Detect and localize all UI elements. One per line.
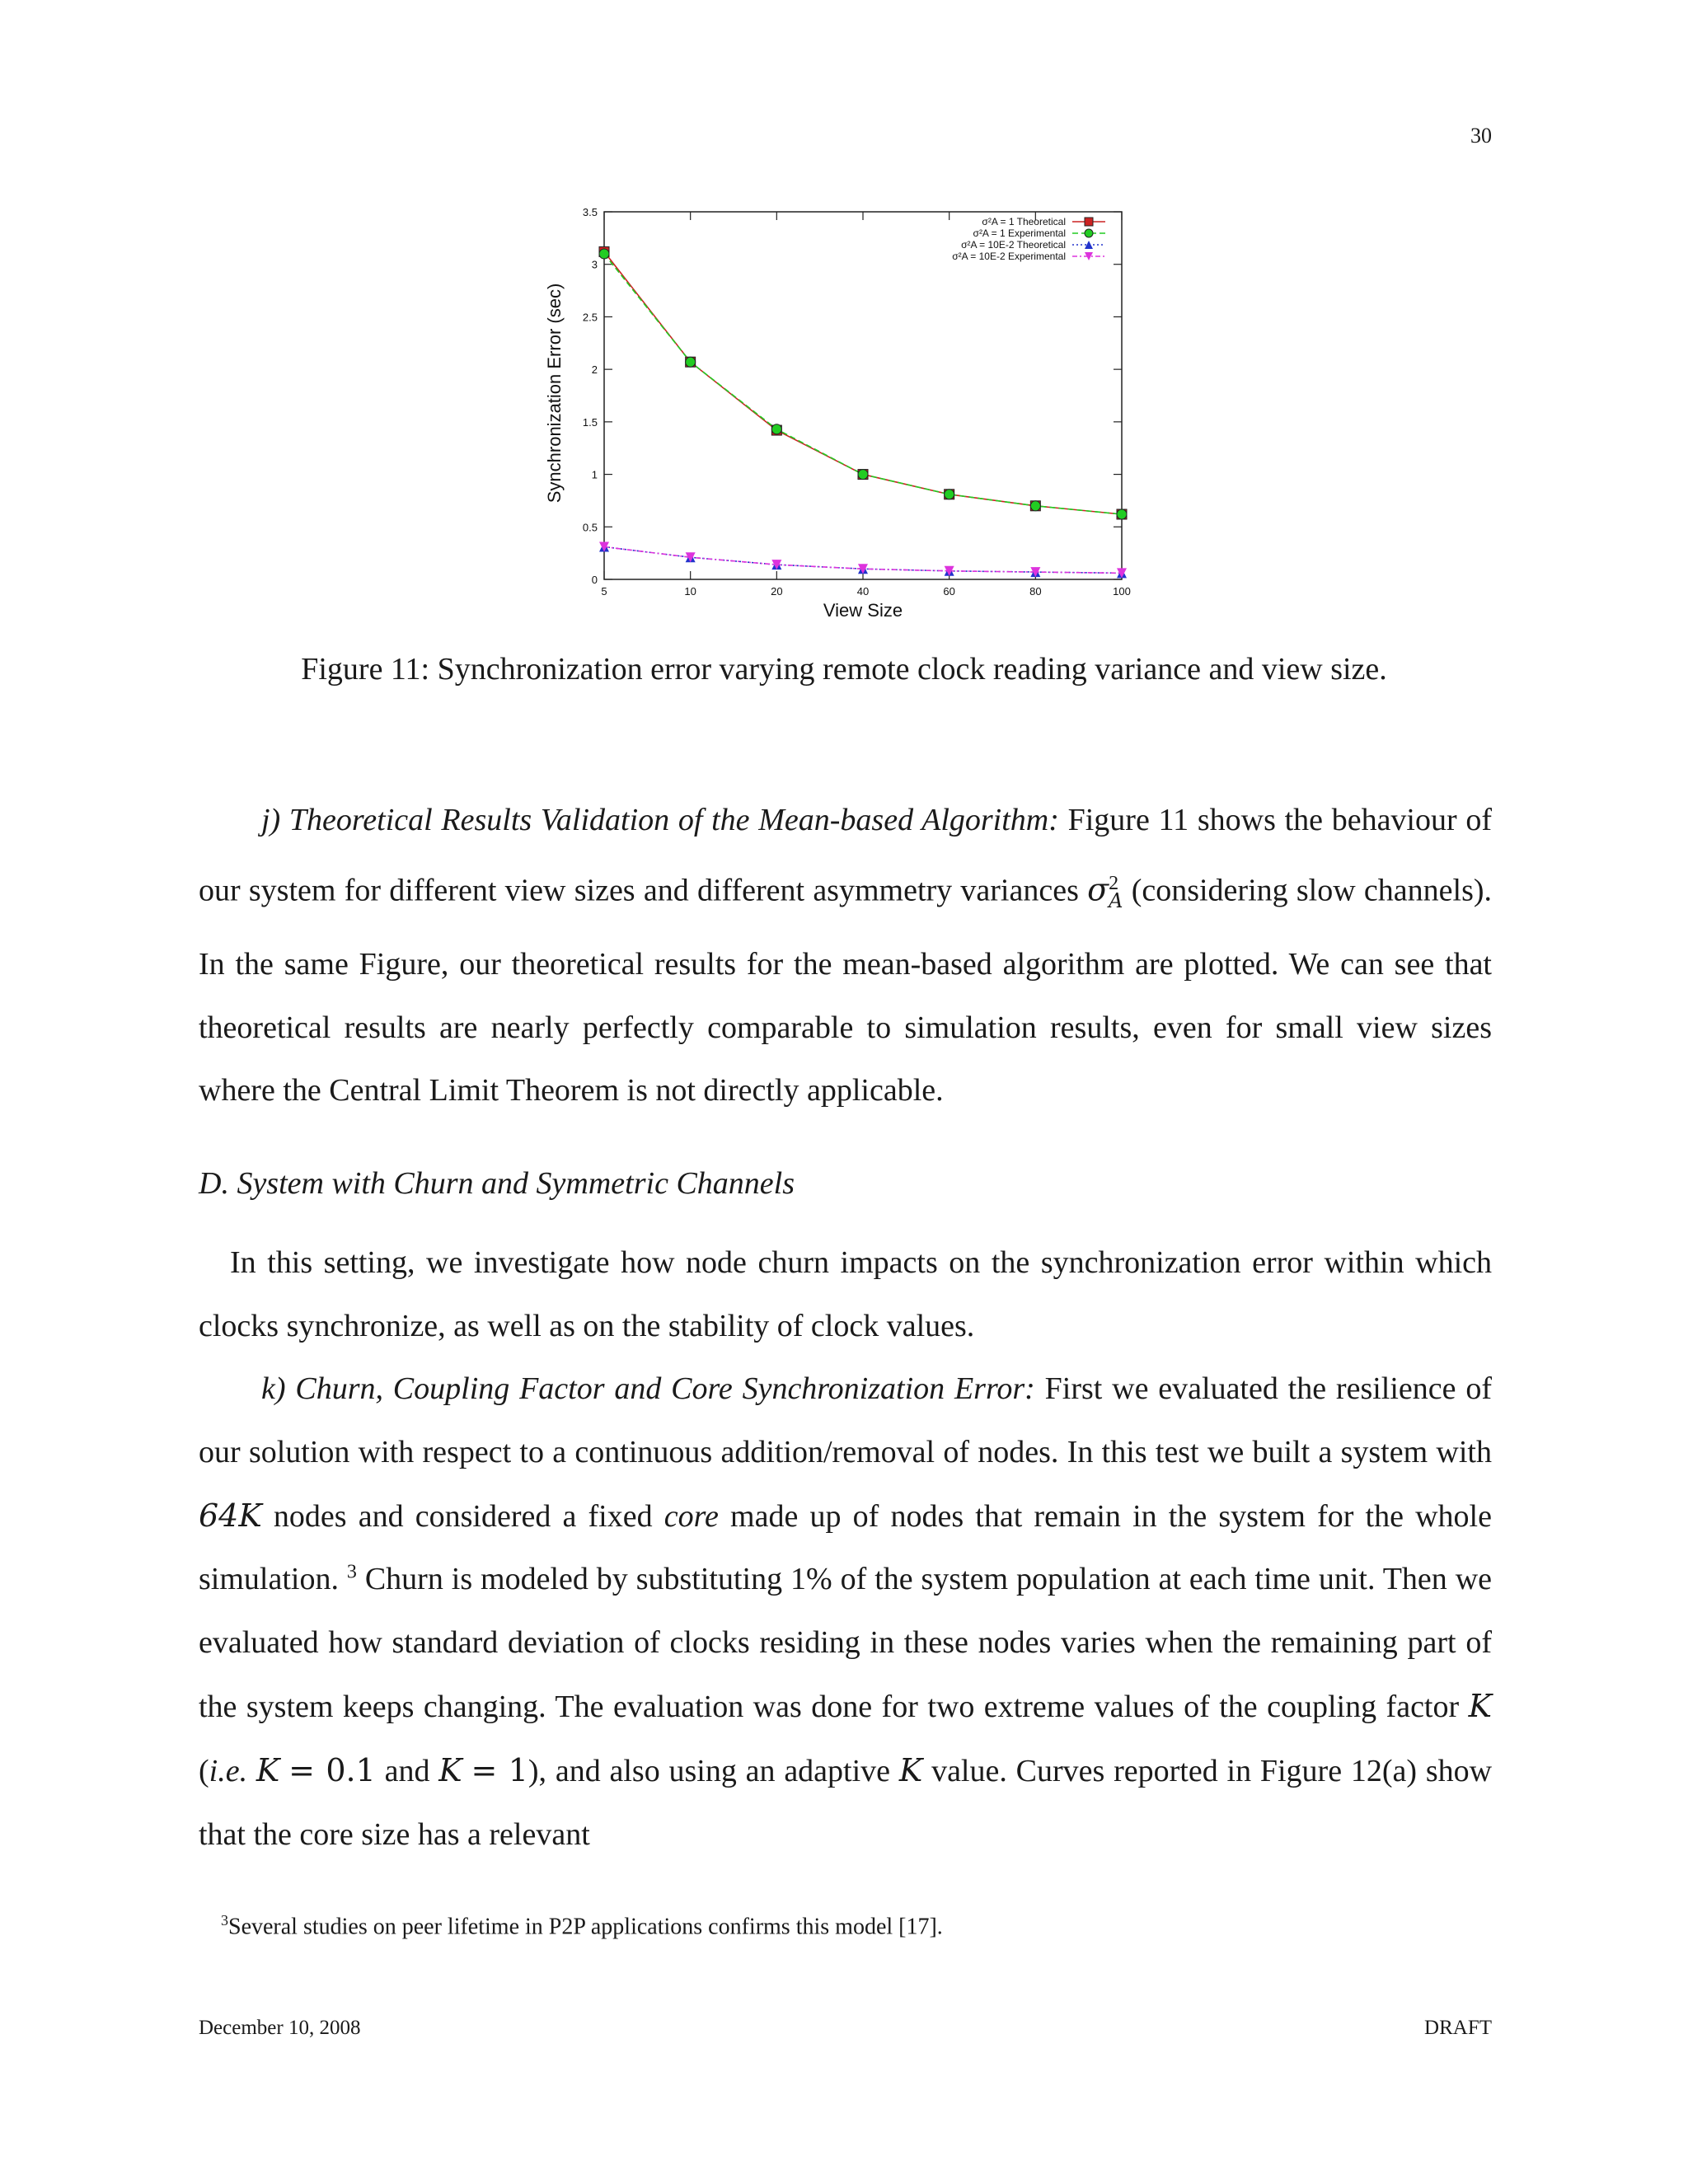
data-point	[945, 490, 954, 499]
paragraph-heading: j) Theoretical Results Validation of the Mean-based Algorithm:	[261, 803, 1059, 837]
x-tick-label: 80	[1029, 585, 1042, 598]
x-tick-label: 20	[771, 585, 783, 598]
y-tick-label: 0	[591, 574, 598, 586]
x-tick-label: 60	[943, 585, 955, 598]
legend-entry: σ²A = 10E-2 Theoretical	[961, 239, 1066, 251]
paragraph-text: (considering slow channels). In the same Figure, our theoretical results for the mean-based algorithm are plotted. We can see that theoretical results are nearly perfectly comparable to simulation results, even for small view sizes where the Central Limit Theorem is not directly applicable.	[199, 873, 1493, 1108]
paragraph-text: In this setting, we investigate how node churn impacts on the synchronization error within which clocks synchronize, as well as on the stability of clock values.	[199, 1245, 1492, 1343]
sigma-symbol: $\sigma^2_A$	[1087, 871, 1123, 913]
figure-11-chart	[536, 198, 1146, 626]
figure-caption: Figure 11: Synchronization error varying remote clock reading variance and view size.	[301, 652, 1387, 687]
section-heading: D. System with Churn and Symmetric Channels	[199, 1166, 795, 1201]
x-axis-label: View Size	[823, 600, 903, 621]
y-tick-label: 2	[591, 363, 598, 377]
legend-entry: σ²A = 1 Theoretical	[982, 216, 1066, 227]
data-point	[686, 357, 696, 367]
legend-entry: σ²A = 1 Experimental	[973, 227, 1066, 239]
x-tick-label: 10	[684, 585, 696, 598]
data-point	[771, 424, 781, 434]
x-tick-label: 5	[601, 585, 607, 598]
legend-entry: σ²A = 10E-2 Experimental	[952, 251, 1066, 262]
y-tick-label: 3	[591, 258, 598, 271]
data-point	[1085, 229, 1093, 237]
y-tick-label: 3.5	[582, 206, 598, 218]
paragraph-text: Figure 11 shows the behaviour of our system for different view sizes and different asymmetry variances	[199, 803, 1493, 908]
paragraph-intro	[199, 1231, 1492, 1358]
page-number: 30	[1470, 124, 1492, 148]
data-point	[1030, 501, 1040, 511]
footnote-ref: 3	[346, 1561, 357, 1583]
data-point	[599, 249, 609, 259]
paragraph-k: k) Churn, Coupling Factor and Core Synchronization Error: First we evaluated the resilience of our solution with respect to a continuous addition/removal of nodes. In this test we built a system with 64K nodes and considered a fixed core made up of nodes that remain in the system for the whole simulation. $^3$ Churn is modeled by substituting 1% of the system population at each time unit. Then we evaluated how standard deviation of clocks residing in these nodes varies when the remaining part of the system keeps changing. The evaluation was done for two extreme values of the coupling factor K (i.e. K = 0.1 and K = 1), and also using an adaptive K value. Curves reported in Figure 12(a) show that the core size has a relevant	[199, 1371, 1493, 1852]
y-tick-label: 1.5	[582, 415, 598, 429]
paragraph-heading: k) Churn, Coupling Factor and Core Synchronization Error:	[261, 1371, 1035, 1406]
data-point	[858, 470, 868, 480]
y-tick-label: 0.5	[582, 521, 598, 534]
x-tick-label: 100	[1113, 585, 1131, 598]
plot-frame	[604, 212, 1122, 579]
y-axis-label: Synchronization Error (sec)	[544, 283, 565, 504]
footnote: $^3$Several studies on peer lifetime in P2P applications confirms this model [17].	[221, 1912, 943, 1940]
node-count: 64K	[199, 1497, 262, 1534]
footer-status: DRAFT	[1424, 2017, 1492, 2039]
y-tick-label: 1	[591, 468, 598, 481]
x-tick-label: 40	[856, 585, 870, 598]
data-point	[1085, 218, 1093, 226]
footer-date: December 10, 2008	[199, 2017, 361, 2039]
paragraph-j	[199, 789, 1492, 1122]
data-point	[1117, 509, 1127, 519]
y-tick-label: 2.5	[582, 311, 598, 324]
